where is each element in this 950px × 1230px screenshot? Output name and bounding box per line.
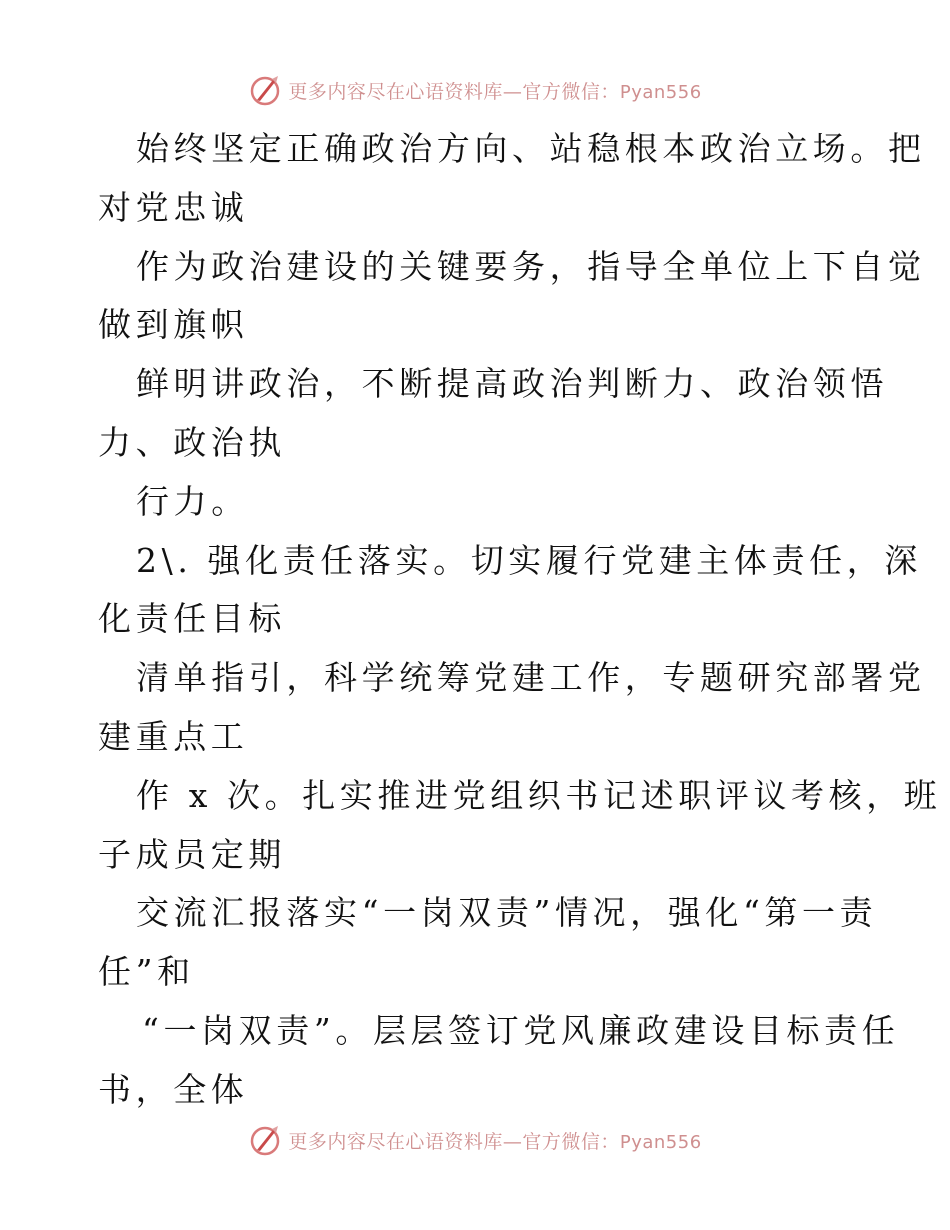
text-line: 对党忠诚	[98, 187, 249, 227]
text-line: “一岗双责”。层层签订党风廉政建设目标责任	[142, 1010, 900, 1050]
text-line: 力、政治执	[98, 422, 286, 462]
watermark-brand: Pyan556	[619, 1131, 702, 1153]
text-line: 作 x 次。扎实推进党组织书记述职评议考核，班	[136, 775, 942, 815]
text-line: 作为政治建设的关键要务，指导全单位上下自觉	[136, 246, 926, 286]
watermark-label: 官方微信：	[522, 80, 620, 103]
text-line: 化责任目标	[98, 599, 286, 639]
text-line: 行力。	[136, 481, 249, 521]
watermark-text: 更多内容尽在心语资料库	[288, 80, 503, 103]
text-line: 建重点工	[98, 716, 249, 756]
quill-logo-icon	[248, 73, 282, 107]
text-line: 做到旗帜	[98, 305, 249, 345]
watermark-brand: Pyan556	[619, 81, 702, 103]
text-line: 任”和	[98, 952, 195, 992]
text-line: 2\. 强化责任落实。切实履行党建主体责任，深	[136, 540, 922, 580]
watermark-label: 官方微信：	[522, 1130, 620, 1153]
text-line: 交流汇报落实“一岗双责”情况，强化“第一责	[136, 893, 878, 933]
header-watermark	[0, 70, 950, 110]
text-line: 始终坚定正确政治方向、站稳根本政治立场。把	[136, 129, 926, 168]
footer-watermark	[0, 1120, 950, 1160]
text-line: 清单指引，科学统筹党建工作，专题研究部署党	[136, 658, 926, 698]
text-line: 书，全体	[98, 1069, 249, 1109]
watermark-separator: —	[502, 1130, 523, 1153]
document-body	[98, 120, 942, 1120]
watermark-separator: —	[502, 80, 523, 103]
text-line: 鲜明讲政治，不断提高政治判断力、政治领悟	[136, 364, 888, 404]
watermark-text: 更多内容尽在心语资料库	[288, 1130, 503, 1153]
quill-logo-icon	[248, 1123, 282, 1157]
text-line: 子成员定期	[98, 834, 286, 874]
